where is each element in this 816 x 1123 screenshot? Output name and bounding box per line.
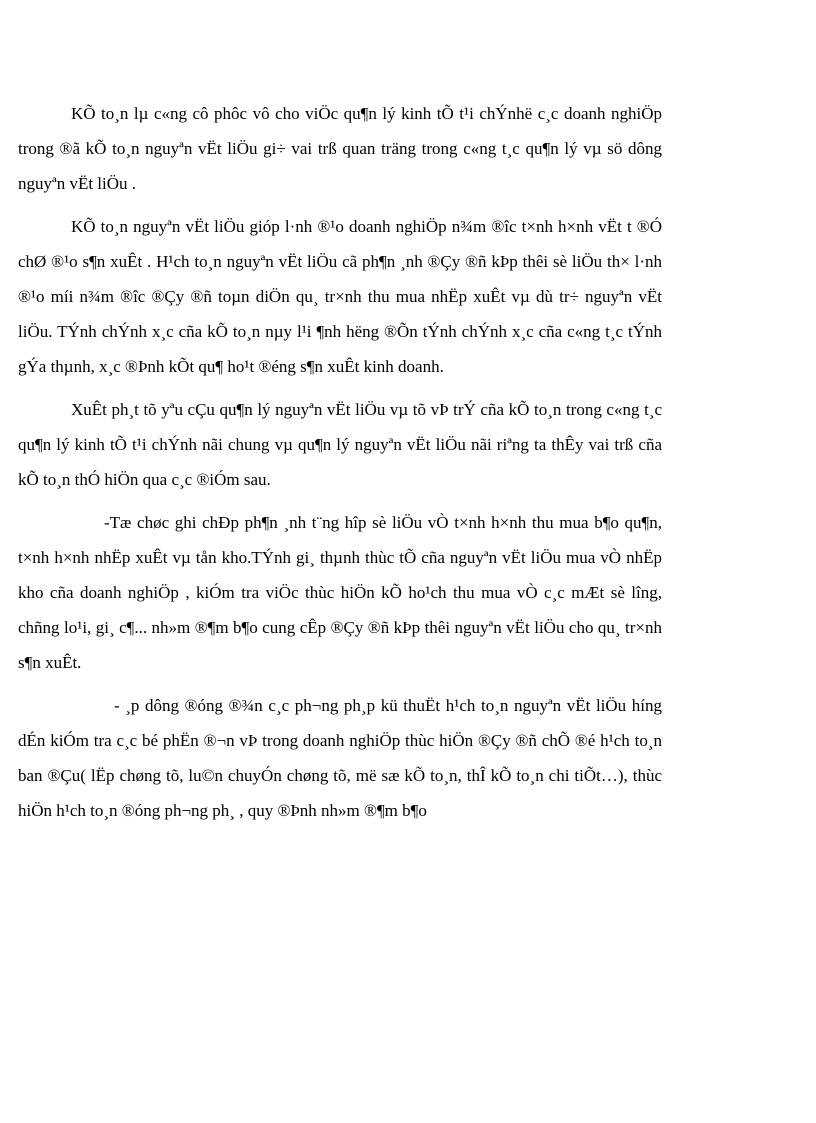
document-page	[18, 96, 662, 836]
paragraph-4: -Tæ chøc ghi chÐp ph¶n ¸nh t¨ng hîp sè liÖu vÒ t×nh h×nh thu mua b¶o qu¶n, t×nh h×nh nhËp xuÊt vµ tån kho.TÝnh gi¸ thµnh thùc tÕ cña nguyªn vËt liÖu mua vÒ nhËp kho cña doanh nghiÖp , kiÓm tra viÖc thùc hiÖn kÕ ho¹ch thu mua vÒ c¸c mÆt sè lîng, chñng lo¹i, gi¸ c¶... nh»m ®¶m b¶o cung cÊp ®Çy ®ñ kÞp thêi nguyªn vËt liÖu cho qu¸ tr×nh s¶n xuÊt.	[18, 513, 662, 672]
paragraph-5: - ¸p dông ®óng ®¾n c¸c ph¬ng ph¸p kü thuËt h¹ch to¸n nguyªn vËt liÖu híng dÉn kiÓm tra c¸c bé phËn ®¬n vÞ trong doanh nghiÖp thùc hiÖn ®Çy ®ñ chÕ ®é h¹ch to¸n ban ®Çu( lËp chøng tõ, lu©n chuyÓn chøng tõ, më sæ kÕ to¸n, thÎ kÕ to¸n chi tiÕt…), thùc hiÖn h¹ch to¸n ®óng ph¬ng ph¸ , quy ®Þnh nh»m ®¶m b¶o	[18, 696, 662, 820]
paragraph-3: XuÊt ph¸t tõ yªu cÇu qu¶n lý nguyªn vËt liÖu vµ tõ vÞ trÝ cña kÕ to¸n trong c«ng t¸c qu¶n lý kinh tÕ t¹i chÝnh nãi chung vµ qu¶n lý nguyªn vËt liÖu nãi riªng ta thÊy vai trß cña kÕ to¸n thÓ hiÖn qua c¸c ®iÓm sau.	[18, 400, 662, 489]
paragraph-2: KÕ to¸n nguyªn vËt liÖu gióp l·nh ®¹o doanh nghiÖp n¾m ®îc t×nh h×nh vËt t ®Ó chØ ®¹o s¶n xuÊt . H¹ch to¸n nguyªn vËt liÖu cã ph¶n ¸nh ®Çy ®ñ kÞp thêi sè liÖu th× l·nh ®¹o míi n¾m ®îc ®Çy ®ñ toµn diÖn qu¸ tr×nh thu mua nhËp xuÊt vµ dù tr÷ nguyªn vËt liÖu. TÝnh chÝnh x¸c cña kÕ to¸n nµy l¹i ¶nh hëng ®Õn tÝnh chÝnh x¸c cña c«ng t¸c tÝnh gÝa thµnh, x¸c ®Þnh kÕt qu¶ ho¹t ®éng s¶n xuÊt kinh doanh.	[18, 217, 662, 376]
paragraph-1: KÕ to¸n lµ c«ng cô phôc vô cho viÖc qu¶n lý kinh tÕ t¹i chÝnhë c¸c doanh nghiÖp trong ®ã kÕ to¸n nguyªn vËt liÖu gi÷ vai trß quan träng trong c«ng t¸c qu¶n lý vµ sö dông nguyªn vËt liÖu .	[18, 104, 662, 193]
